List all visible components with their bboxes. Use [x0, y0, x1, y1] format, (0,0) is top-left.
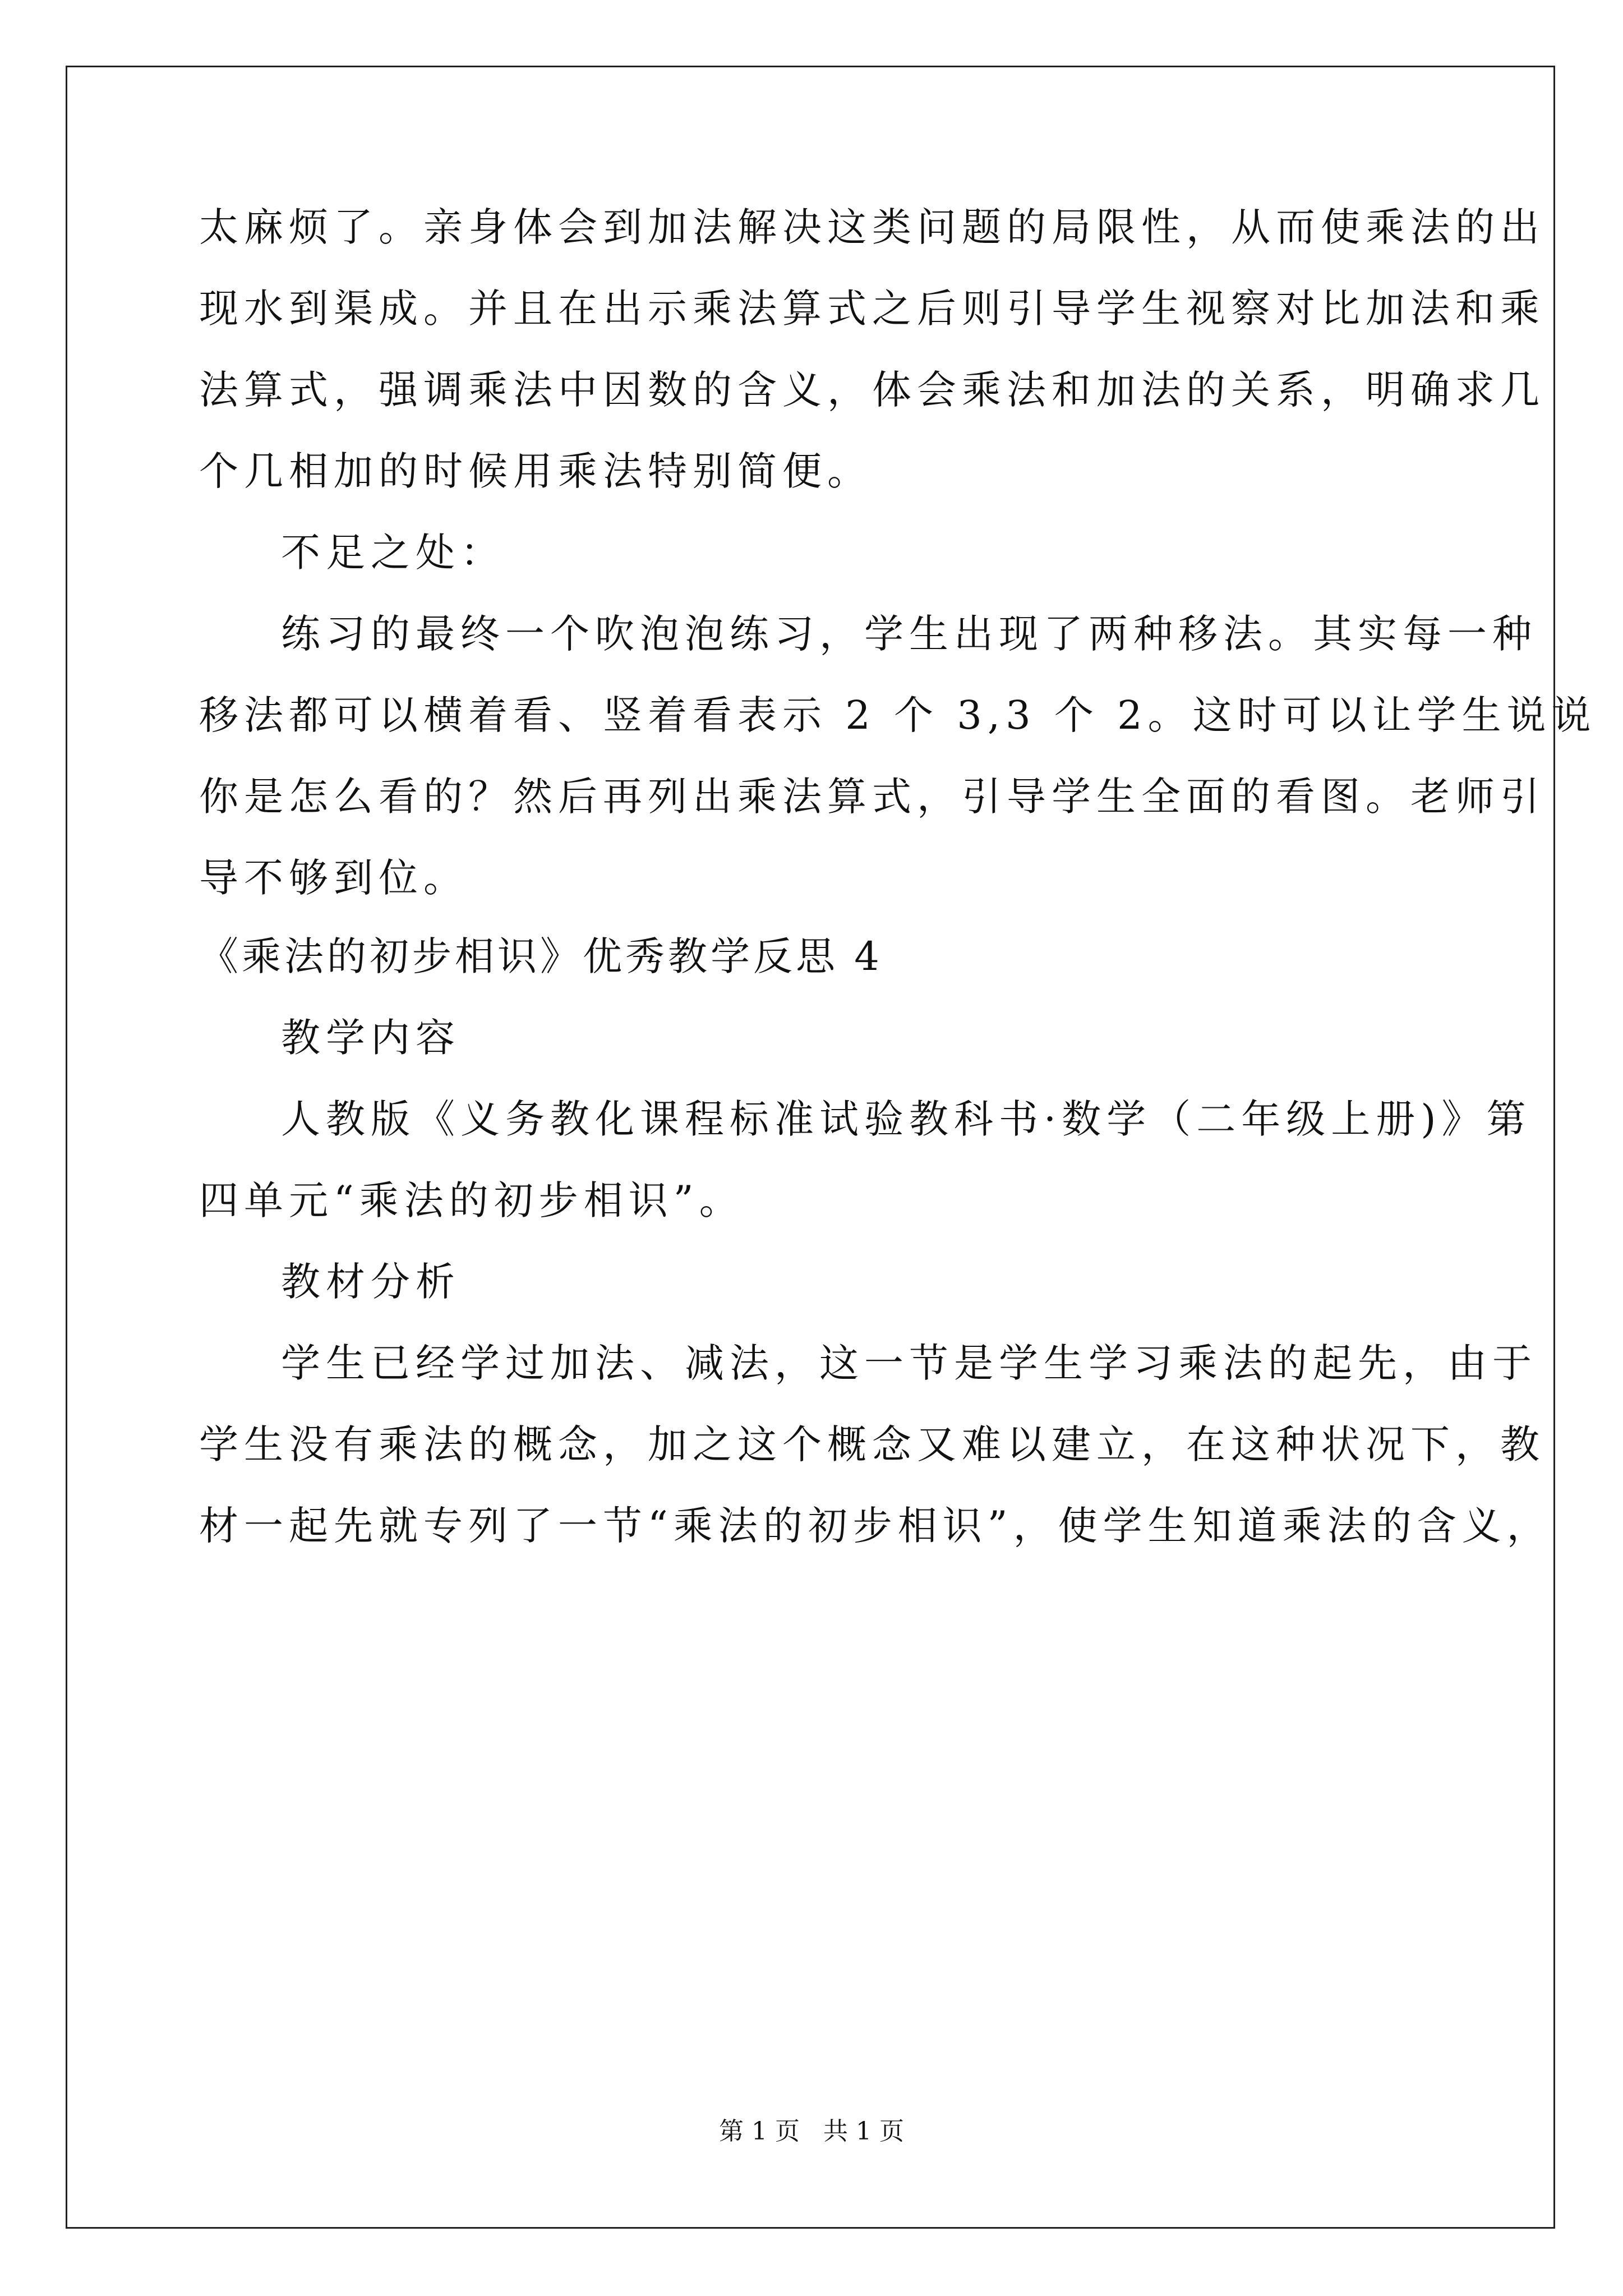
text-line: 四单元“乘法的初步相识”。 [199, 1177, 744, 1223]
section-label: 教材分析 [281, 1259, 460, 1305]
section-label: 教学内容 [281, 1015, 460, 1061]
text-line: 导不够到位。 [199, 855, 468, 901]
page-footer: 第 1 页 共 1 页 [719, 2117, 904, 2146]
section-label: 不足之处： [281, 530, 505, 576]
text-line: 人教版《义务教化课程标准试验教科书·数学（二年级上册)》第 [281, 1096, 1532, 1142]
document-heading: 《乘法的初步相识》优秀教学反思 4 [199, 933, 883, 979]
text-line: 移法都可以横着看、竖着看表示 2 个 3,3 个 2。这时可以让学生说说 [199, 692, 1597, 738]
text-line: 太麻烦了。亲身体会到加法解决这类问题的局限性，从而使乘法的出 [199, 204, 1545, 250]
text-line: 练习的最终一个吹泡泡练习，学生出现了两种移法。其实每一种 [281, 611, 1537, 657]
text-line: 学生没有乘法的概念，加之这个概念又难以建立，在这种状况下，教 [199, 1421, 1545, 1467]
text-line: 个几相加的时候用乘法特别简便。 [199, 448, 872, 494]
text-line: 学生已经学过加法、减法，这一节是学生学习乘法的起先，由于 [281, 1340, 1537, 1386]
text-line: 你是怎么看的？然后再列出乘法算式，引导学生全面的看图。老师引 [199, 774, 1545, 820]
text-line: 现水到渠成。并且在出示乘法算式之后则引导学生视察对比加法和乘 [199, 286, 1545, 332]
text-line: 法算式，强调乘法中因数的含义，体会乘法和加法的关系，明确求几 [199, 367, 1545, 413]
text-line: 材一起先就专列了一节“乘法的初步相识”，使学生知道乘法的含义， [199, 1503, 1552, 1549]
